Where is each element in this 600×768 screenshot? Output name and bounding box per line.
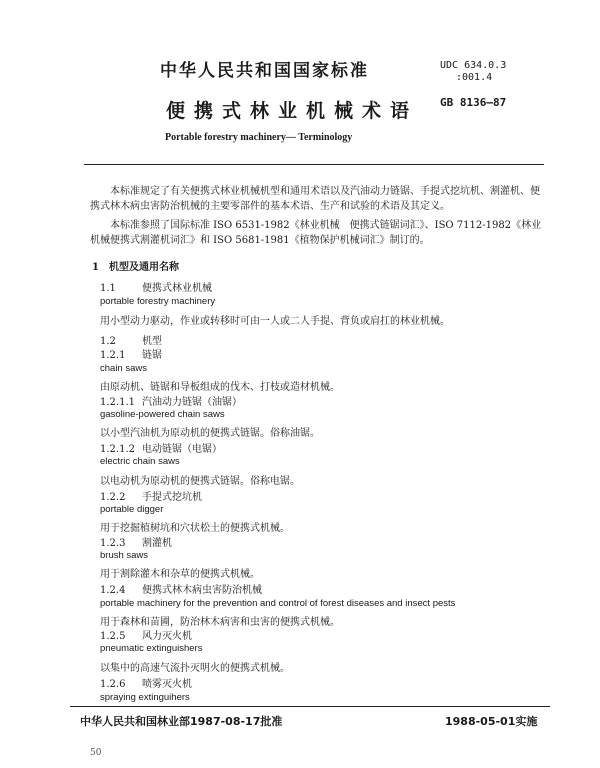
term-chinese: 便携式林业机械: [142, 283, 212, 294]
term-heading: [100, 534, 172, 549]
term-english: portable digger: [100, 504, 164, 515]
term-chinese: 割灌机: [142, 538, 172, 549]
term-heading: [100, 627, 192, 642]
footer-divider: [70, 706, 550, 707]
term-english: portable forestry machinery: [100, 296, 216, 307]
term-chinese: 喷雾灭火机: [142, 679, 192, 690]
term-english: spraying extinguihers: [100, 692, 190, 703]
gb-number: GB 8136—87: [440, 96, 507, 109]
intro-paragraph-2: 本标准参照了国际标准 ISO 6531-1982《林业机械 便携式链锯词汇》、ISO 7112-1982《林业机械便携式割灌机词汇》和 ISO 5681-1981《植物保护机械词汇》制订的。: [90, 220, 542, 246]
term-definition: 以小型汽油机为原动机的便携式链锯。俗称油锯。: [100, 428, 320, 439]
term-definition: 用于割除灌木和杂草的便携式机械。: [100, 569, 260, 580]
term-english: portable machinery for the prevention and control of forest diseases and insect pests: [100, 598, 456, 609]
term-number: 1.2.4: [100, 585, 126, 596]
udc-line-1: UDC 634.0.3: [440, 60, 507, 71]
term-heading: [100, 488, 202, 503]
english-title: Portable forestry machinery— Terminology: [165, 132, 353, 143]
term-heading: [100, 581, 262, 596]
term-heading: [100, 393, 242, 408]
term-heading: [100, 675, 192, 690]
section-heading: [92, 258, 179, 273]
term-chinese: 风力灭火机: [142, 631, 192, 642]
term-heading: [100, 279, 212, 294]
term-chinese: 手提式挖坑机: [142, 492, 202, 503]
term-number: 1.2.6: [100, 679, 126, 690]
term-number: 1.2: [100, 336, 116, 347]
term-definition: 用于挖掘植树坑和穴状松土的便携式机械。: [100, 523, 290, 534]
term-definition: 由原动机、链锯和导板组成的伐木、打枝或造材机械。: [100, 382, 340, 393]
effective-date: 1988-05-01实施: [445, 715, 538, 728]
term-number: 1.2.1.2: [100, 444, 135, 455]
term-english: chain saws: [100, 363, 147, 374]
term-definition: 用于森林和苗圃，防治林木病害和虫害的便携式机械。: [100, 617, 340, 628]
intro-paragraph-1: 本标准规定了有关便携式林业机械机型和通用术语以及汽油动力链锯、手提式挖坑机、割灌机、便携式林木病虫害防治机械的主要零部件的基本术语、生产和试验的术语及其定义。: [90, 186, 540, 212]
term-number: 1.2.1: [100, 350, 126, 361]
country-standard-title: 中华人民共和国国家标准: [160, 61, 369, 81]
term-definition: 以电动机为原动机的便携式链锯。俗称电锯。: [100, 476, 300, 487]
term-number: 1.2.5: [100, 631, 126, 642]
term-chinese: 便携式林木病虫害防治机械: [142, 585, 262, 596]
header-divider: [84, 164, 544, 165]
term-english: pneumatic extinguishers: [100, 643, 203, 654]
term-chinese: 汽油动力链锯（油锯）: [142, 397, 242, 408]
term-definition: 用小型动力驱动，作业或转移时可由一人或二人手提、背负或肩扛的林业机械。: [100, 316, 450, 327]
term-heading: [100, 332, 162, 347]
term-number: 1.2.2: [100, 492, 126, 503]
udc-line-2: :001.4: [456, 72, 493, 83]
standard-title: 便携式林业机械术语: [166, 100, 419, 122]
term-english: gasoline-powered chain saws: [100, 409, 225, 420]
term-chinese: 机型: [142, 336, 162, 347]
term-definition: 以集中的高速气流扑灭明火的便携式机械。: [100, 663, 290, 674]
issued-by: 中华人民共和国林业部1987-08-17批准: [80, 715, 283, 728]
term-number: 1.2.3: [100, 538, 126, 549]
term-number: 1.1: [100, 283, 116, 294]
section-number: 1: [92, 262, 99, 273]
term-number: 1.2.1.1: [100, 397, 135, 408]
term-chinese: 链锯: [142, 350, 162, 361]
term-english: electric chain saws: [100, 456, 180, 467]
term-chinese: 电动链锯（电锯）: [142, 444, 222, 455]
term-english: brush saws: [100, 550, 149, 561]
page-number: 50: [90, 748, 102, 758]
udc-code: [440, 60, 506, 84]
term-heading: [100, 346, 162, 361]
section-title: 机型及通用名称: [108, 262, 179, 273]
term-heading: [100, 440, 222, 455]
